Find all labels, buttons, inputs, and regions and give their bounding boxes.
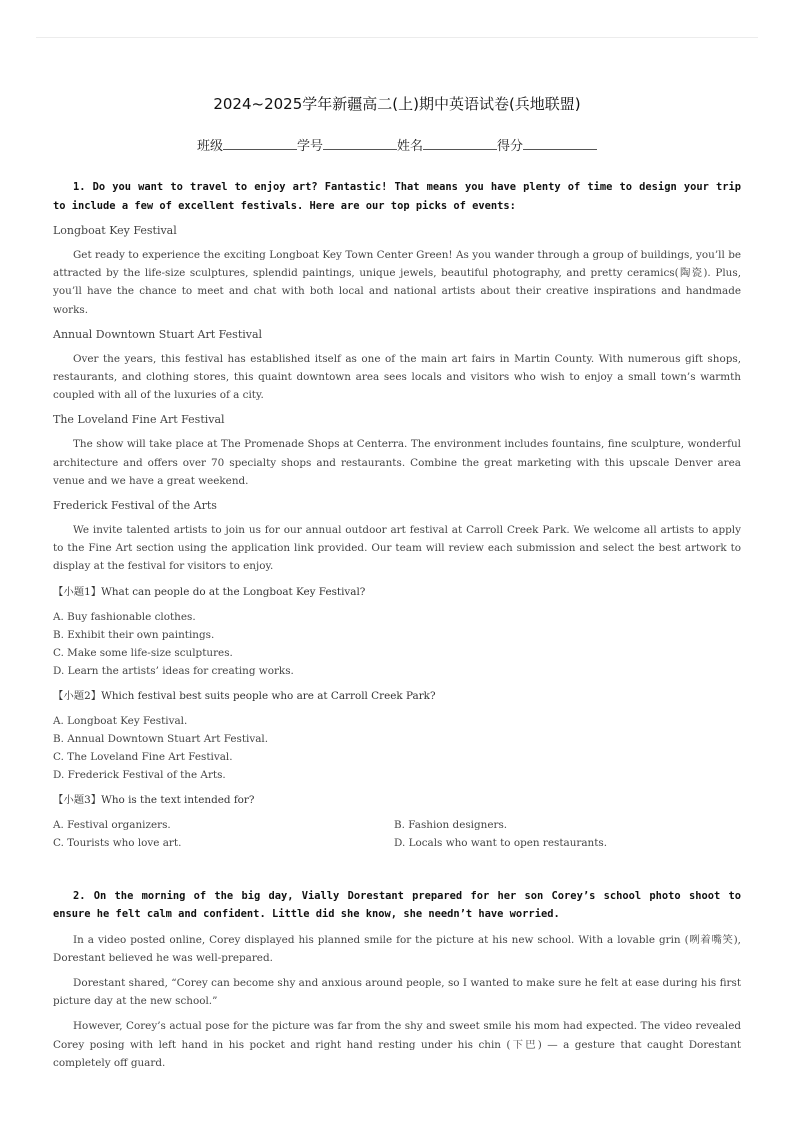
option-c[interactable]: C. Tourists who love art. — [53, 836, 182, 849]
question-2-intro: 2. On the morning of the big day, Vially Dorestant prepared for her son Corey’s school photo shoot to ensure he felt calm and confident. Little did she know, she needn’t have worried. — [53, 889, 741, 921]
passage-paragraph: Dorestant shared, “Corey can become shy and anxious around people, so I wanted to make sure he felt at ease during his first picture day at the new school.” — [53, 977, 741, 1008]
subquestion-2-stem: 【小题2】Which festival best suits people who are at Carroll Creek Park? — [53, 689, 436, 702]
exam-content — [53, 178, 741, 1072]
passage-paragraph: In a video posted online, Corey displayed his planned smile for the picture at his new school. With a lovable grin (咧着嘴笑), Dorestant believed he was well-prepared. — [53, 933, 741, 964]
festival-description: Get ready to experience the exciting Longboat Key Town Center Green! As you wander through a group of buildings, you’ll be attracted by the life-size sculptures, splendid paintings, unique jewels, beautiful photography, and pretty ceramics(陶瓷). Plus, you’ll have the chance to meet and chat with both local and national artists about their creative inspirations and handmade works. — [53, 249, 741, 316]
festival-title: The Loveland Fine Art Festival — [53, 413, 225, 427]
option-a[interactable]: A. Festival organizers. — [53, 818, 171, 831]
option-a[interactable]: A. Buy fashionable clothes. — [53, 610, 196, 623]
festival-description: Over the years, this festival has established itself as one of the main art fairs in Martin County. With numerous gift shops, restaurants, and clothing stores, this quaint downtown area sees locals and visitors who wish to enjoy a small town’s warmth coupled with all of the luxuries of a city. — [53, 352, 741, 402]
festival-title: Longboat Key Festival — [53, 224, 177, 237]
question-1-intro: 1. Do you want to travel to enjoy art? Fantastic! That means you have plenty of time to design your trip to include a few of excellent festivals. Here are our top picks of events: — [53, 181, 741, 212]
festival-description: We invite talented artists to join us for our annual outdoor art festival at Carroll Creek Park. We welcome all artists to apply to the Fine Art section using the application link provided. Our team will review each submission and select the best artwork to display at the festival for visitors to enjoy. — [53, 524, 741, 573]
festival-title: Annual Downtown Stuart Art Festival — [53, 327, 263, 341]
subquestion-3-stem: 【小题3】Who is the text intended for? — [53, 793, 255, 806]
festival-title: Frederick Festival of the Arts — [53, 499, 217, 513]
subquestion-1-options — [53, 608, 741, 680]
option-d[interactable]: D. Frederick Festival of the Arts. — [53, 768, 226, 781]
field-score[interactable]: 得分 — [497, 135, 597, 154]
passage-paragraph: However, Corey’s actual pose for the picture was far from the shy and sweet smile his mom had expected. The video revealed Corey posing with left hand in his pocket and right hand resting under his chin (下巴) — a gesture that caught Dorestant completely off guard. — [53, 1020, 741, 1069]
option-c[interactable]: C. The Loveland Fine Art Festival. — [53, 750, 233, 763]
option-c[interactable]: C. Make some life-size sculptures. — [53, 646, 233, 659]
page-top-rule — [36, 37, 758, 38]
field-class[interactable]: 班级 — [197, 135, 297, 154]
option-a[interactable]: A. Longboat Key Festival. — [53, 714, 188, 727]
option-b[interactable]: B. Fashion designers. — [394, 818, 508, 831]
subquestion-1-stem: 【小题1】What can people do at the Longboat Key Festival? — [53, 585, 366, 598]
option-b[interactable]: B. Annual Downtown Stuart Art Festival. — [53, 732, 269, 745]
exam-title: 2024~2025学年新疆高二(上)期中英语试卷(兵地联盟) — [213, 95, 581, 113]
subquestion-3-options — [53, 816, 741, 852]
option-b[interactable]: B. Exhibit their own paintings. — [53, 628, 215, 641]
student-info-fields — [0, 135, 794, 154]
subquestion-2-options — [53, 712, 741, 784]
field-student-number[interactable]: 学号 — [297, 135, 397, 154]
option-d[interactable]: D. Learn the artists’ ideas for creating works. — [53, 664, 294, 677]
festival-description: The show will take place at The Promenade Shops at Centerra. The environment includes fountains, fine sculpture, wonderful architecture and offers over 70 specialty shops and restaurants. Combine the great marketing with this upscale Denver area venue and we have a great weekend. — [53, 438, 741, 487]
field-name[interactable]: 姓名 — [397, 135, 497, 154]
option-d[interactable]: D. Locals who want to open restaurants. — [394, 836, 608, 849]
